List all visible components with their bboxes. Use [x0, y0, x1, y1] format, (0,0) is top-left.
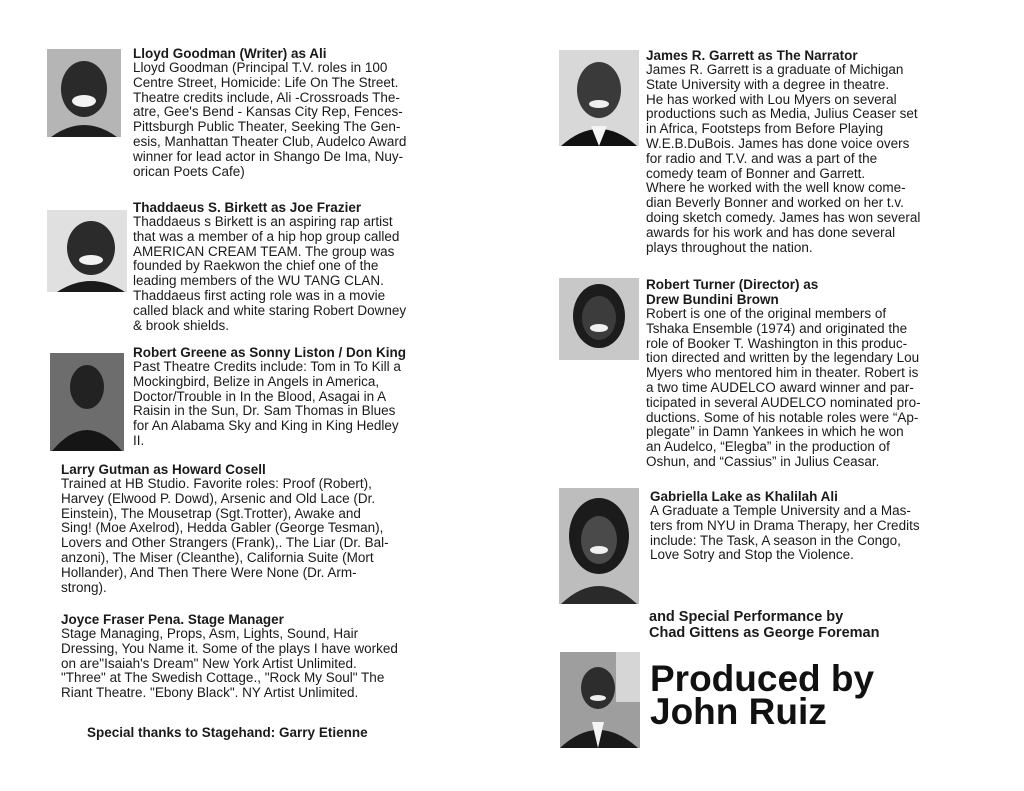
photo-robert-greene	[50, 353, 124, 451]
cast-name: Joyce Fraser Pena. Stage Manager	[61, 612, 284, 627]
photo-robert-turner	[559, 278, 639, 360]
cast-bio: Stage Managing, Props, Asm, Lights, Sound, Hair Dressing, You Name it. Some of the plays I have worked on are"Isaiah's Dream" New York Artist Unlimited. "Three" at The Swedish Cottage., "Rock My Soul" The Riant Theatre. "Ebony Black". NY Artist Unlimited.	[61, 626, 398, 701]
special-performance: and Special Performance by Chad Gittens as George Foreman	[649, 609, 880, 641]
photo-gabriella-lake	[559, 488, 639, 604]
cast-bio: Past Theatre Credits include: Tom in To Kill a Mockingbird, Belize in Angels in America, Doctor/Trouble in In the Blood, Asagai in A Raisin in the Sun, Dr. Sam Thomas in Blues for An Alabama Sky and King in King Hedley II.	[133, 359, 401, 448]
photo-lloyd-goodman	[47, 49, 121, 137]
photo-john-ruiz	[560, 652, 640, 748]
photo-thaddaeus-birkett	[47, 210, 127, 292]
cast-name: Lloyd Goodman (Writer) as Ali	[133, 46, 327, 61]
cast-bio: James R. Garrett is a graduate of Michigan State University with a degree in theatre. He has worked with Lou Myers on several productions such as Media, Julius Ceaser set in Africa, Footsteps from Before Playing W.E.B.DuBois. James has done voice overs for radio and T.V. and was a part of the comedy team of Bonner and Garrett. Where he worked with the well know come- dian Beverly Bonner and worked on her t.v. doing sketch comedy. James has won several awards for his work and has done several plays throughout the nation.	[646, 62, 921, 255]
cast-name: Thaddaeus S. Birkett as Joe Frazier	[133, 200, 362, 215]
cast-bio: Lloyd Goodman (Principal T.V. roles in 100 Centre Street, Homicide: Life On The Street. Theatre credits include, Ali -Crossroads The- atre, Gee's Bend - Kansas City Rep, Fences- Pittsburgh Public Theater, Seeking The Gen- esis, Manhattan Theater Club, Audelco Award winner for lead actor in Shango De Ima, Nuy- orican Poets Cafe)	[133, 60, 407, 179]
portrait-image	[560, 652, 640, 748]
produced-by: Produced by John Ruiz	[650, 658, 875, 732]
portrait-image	[47, 210, 127, 292]
cast-name: Robert Turner (Director) as Drew Bundini Brown	[646, 277, 819, 307]
photo-james-garrett	[559, 50, 639, 146]
portrait-image	[559, 278, 639, 360]
portrait-image	[50, 353, 124, 451]
cast-name: Robert Greene as Sonny Liston / Don King	[133, 345, 407, 360]
cast-bio: Trained at HB Studio. Favorite roles: Proof (Robert), Harvey (Elwood P. Dowd), Arsenic and Old Lace (Dr. Einstein), The Mousetrap (Sgt.Trotter), Awake and Sing! (Moe Axelrod), Hedda Gabler (George Tesman), Lovers and Other Strangers (Frank),. The Liar (Dr. Bal- anzoni), The Miser (Cleanthe), California Suite (Mort Hollander), And Then There Were None (Dr. Arm- strong).	[61, 476, 389, 595]
cast-bio: Robert is one of the original members of Tshaka Ensemble (1974) and originated the role of Booker T. Washington in this produc- tion directed and written by the legendary Lou Myers who mentored him in theater. Robert is a two time AUDELCO award winner and par- ticipated in several AUDELCO nominated pro- ductions. Some of his notable roles were “Ap- plegate” in Damn Yankees in which he won an Audelco, “Elegba” in the production of Oshun, and “Cassius” in Julius Ceasar.	[646, 306, 921, 469]
portrait-image	[559, 488, 639, 604]
cast-name: James R. Garrett as The Narrator	[646, 48, 858, 63]
cast-bio: A Graduate a Temple University and a Mas- ters from NYU in Drama Therapy, her Credits include: The Task, A season in the Congo, Love Sotry and Stop the Violence.	[650, 503, 920, 563]
cast-name: Gabriella Lake as Khalilah Ali	[650, 489, 838, 504]
cast-bio: Thaddaeus s Birkett is an aspiring rap artist that was a member of a hip hop group called AMERICAN CREAM TEAM. The group was founded by Raekwon the chief one of the leading members of the WU TANG CLAN. Thaddaeus first acting role was in a movie called black and white staring Robert Downey & brook shields.	[133, 214, 407, 333]
portrait-image	[47, 49, 121, 137]
special-thanks: Special thanks to Stagehand: Garry Etienne	[87, 725, 368, 740]
portrait-image	[559, 50, 639, 146]
cast-name: Larry Gutman as Howard Cosell	[61, 462, 266, 477]
